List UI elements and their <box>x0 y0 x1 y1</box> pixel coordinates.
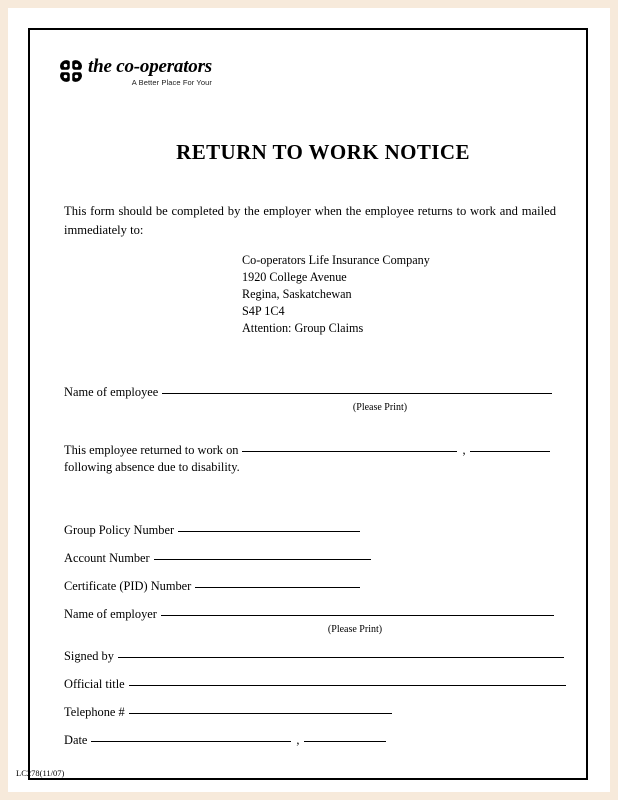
group-policy-input-line[interactable] <box>178 531 360 532</box>
account-number-input-line[interactable] <box>154 559 371 560</box>
field-employee-name[interactable] <box>64 385 552 400</box>
return-year-input-line[interactable] <box>470 451 550 452</box>
address-line-4: S4P 1C4 <box>242 304 285 318</box>
brand-wordmark: the co-operators <box>88 56 212 77</box>
address-line-5: Attention: Group Claims <box>242 321 364 335</box>
page-title: RETURN TO WORK NOTICE <box>176 140 470 164</box>
return-date-separator: , <box>462 443 466 457</box>
signed-by-label: Signed by <box>64 649 114 663</box>
intro-paragraph: This form should be completed by the employer when the employee returns to work and mailed immediately to: <box>64 204 556 237</box>
mailing-address <box>242 252 430 337</box>
group-policy-label: Group Policy Number <box>64 523 175 537</box>
form-border-frame <box>28 28 588 780</box>
return-date-input-line[interactable] <box>242 451 457 452</box>
return-date-label: This employee returned to work on <box>64 443 239 457</box>
telephone-input-line[interactable] <box>129 713 392 714</box>
field-date[interactable] <box>64 733 386 748</box>
cloverleaf-logo-icon <box>58 58 84 84</box>
address-line-1: Co-operators Life Insurance Company <box>242 253 430 267</box>
employer-name-label: Name of employer <box>64 607 157 621</box>
address-line-3: Regina, Saskatchewan <box>242 287 352 301</box>
signed-by-input-line[interactable] <box>118 657 564 658</box>
field-telephone[interactable] <box>64 705 392 720</box>
address-line-2: 1920 College Avenue <box>242 270 347 284</box>
field-group-policy-number[interactable] <box>64 523 360 538</box>
employee-name-input-line[interactable] <box>162 393 552 394</box>
return-note-line2: following absence due to disability. <box>64 460 240 474</box>
document-page <box>8 8 610 792</box>
employer-name-input-line[interactable] <box>161 615 554 616</box>
date-separator: , <box>296 733 300 747</box>
field-return-date[interactable] <box>64 443 550 458</box>
date-year-input-line[interactable] <box>304 741 386 742</box>
certificate-number-label: Certificate (PID) Number <box>64 579 192 593</box>
field-employer-name[interactable] <box>64 607 554 622</box>
account-number-label: Account Number <box>64 551 150 565</box>
date-label: Date <box>64 733 88 747</box>
field-official-title[interactable] <box>64 677 566 692</box>
date-input-line[interactable] <box>91 741 291 742</box>
field-signed-by[interactable] <box>64 649 564 664</box>
field-certificate-number[interactable] <box>64 579 360 594</box>
official-title-input-line[interactable] <box>129 685 566 686</box>
form-code: LC278(11/07) <box>16 768 65 778</box>
employee-name-print-hint: (Please Print) <box>352 402 408 413</box>
telephone-label: Telephone # <box>64 705 125 719</box>
certificate-number-input-line[interactable] <box>195 587 360 588</box>
brand-tagline: A Better Place For Your <box>131 78 212 87</box>
field-account-number[interactable] <box>64 551 371 566</box>
employee-name-label: Name of employee <box>64 385 159 399</box>
employer-name-print-hint: (Please Print) <box>327 624 383 635</box>
official-title-label: Official title <box>64 677 125 691</box>
brand-logo <box>58 56 212 88</box>
